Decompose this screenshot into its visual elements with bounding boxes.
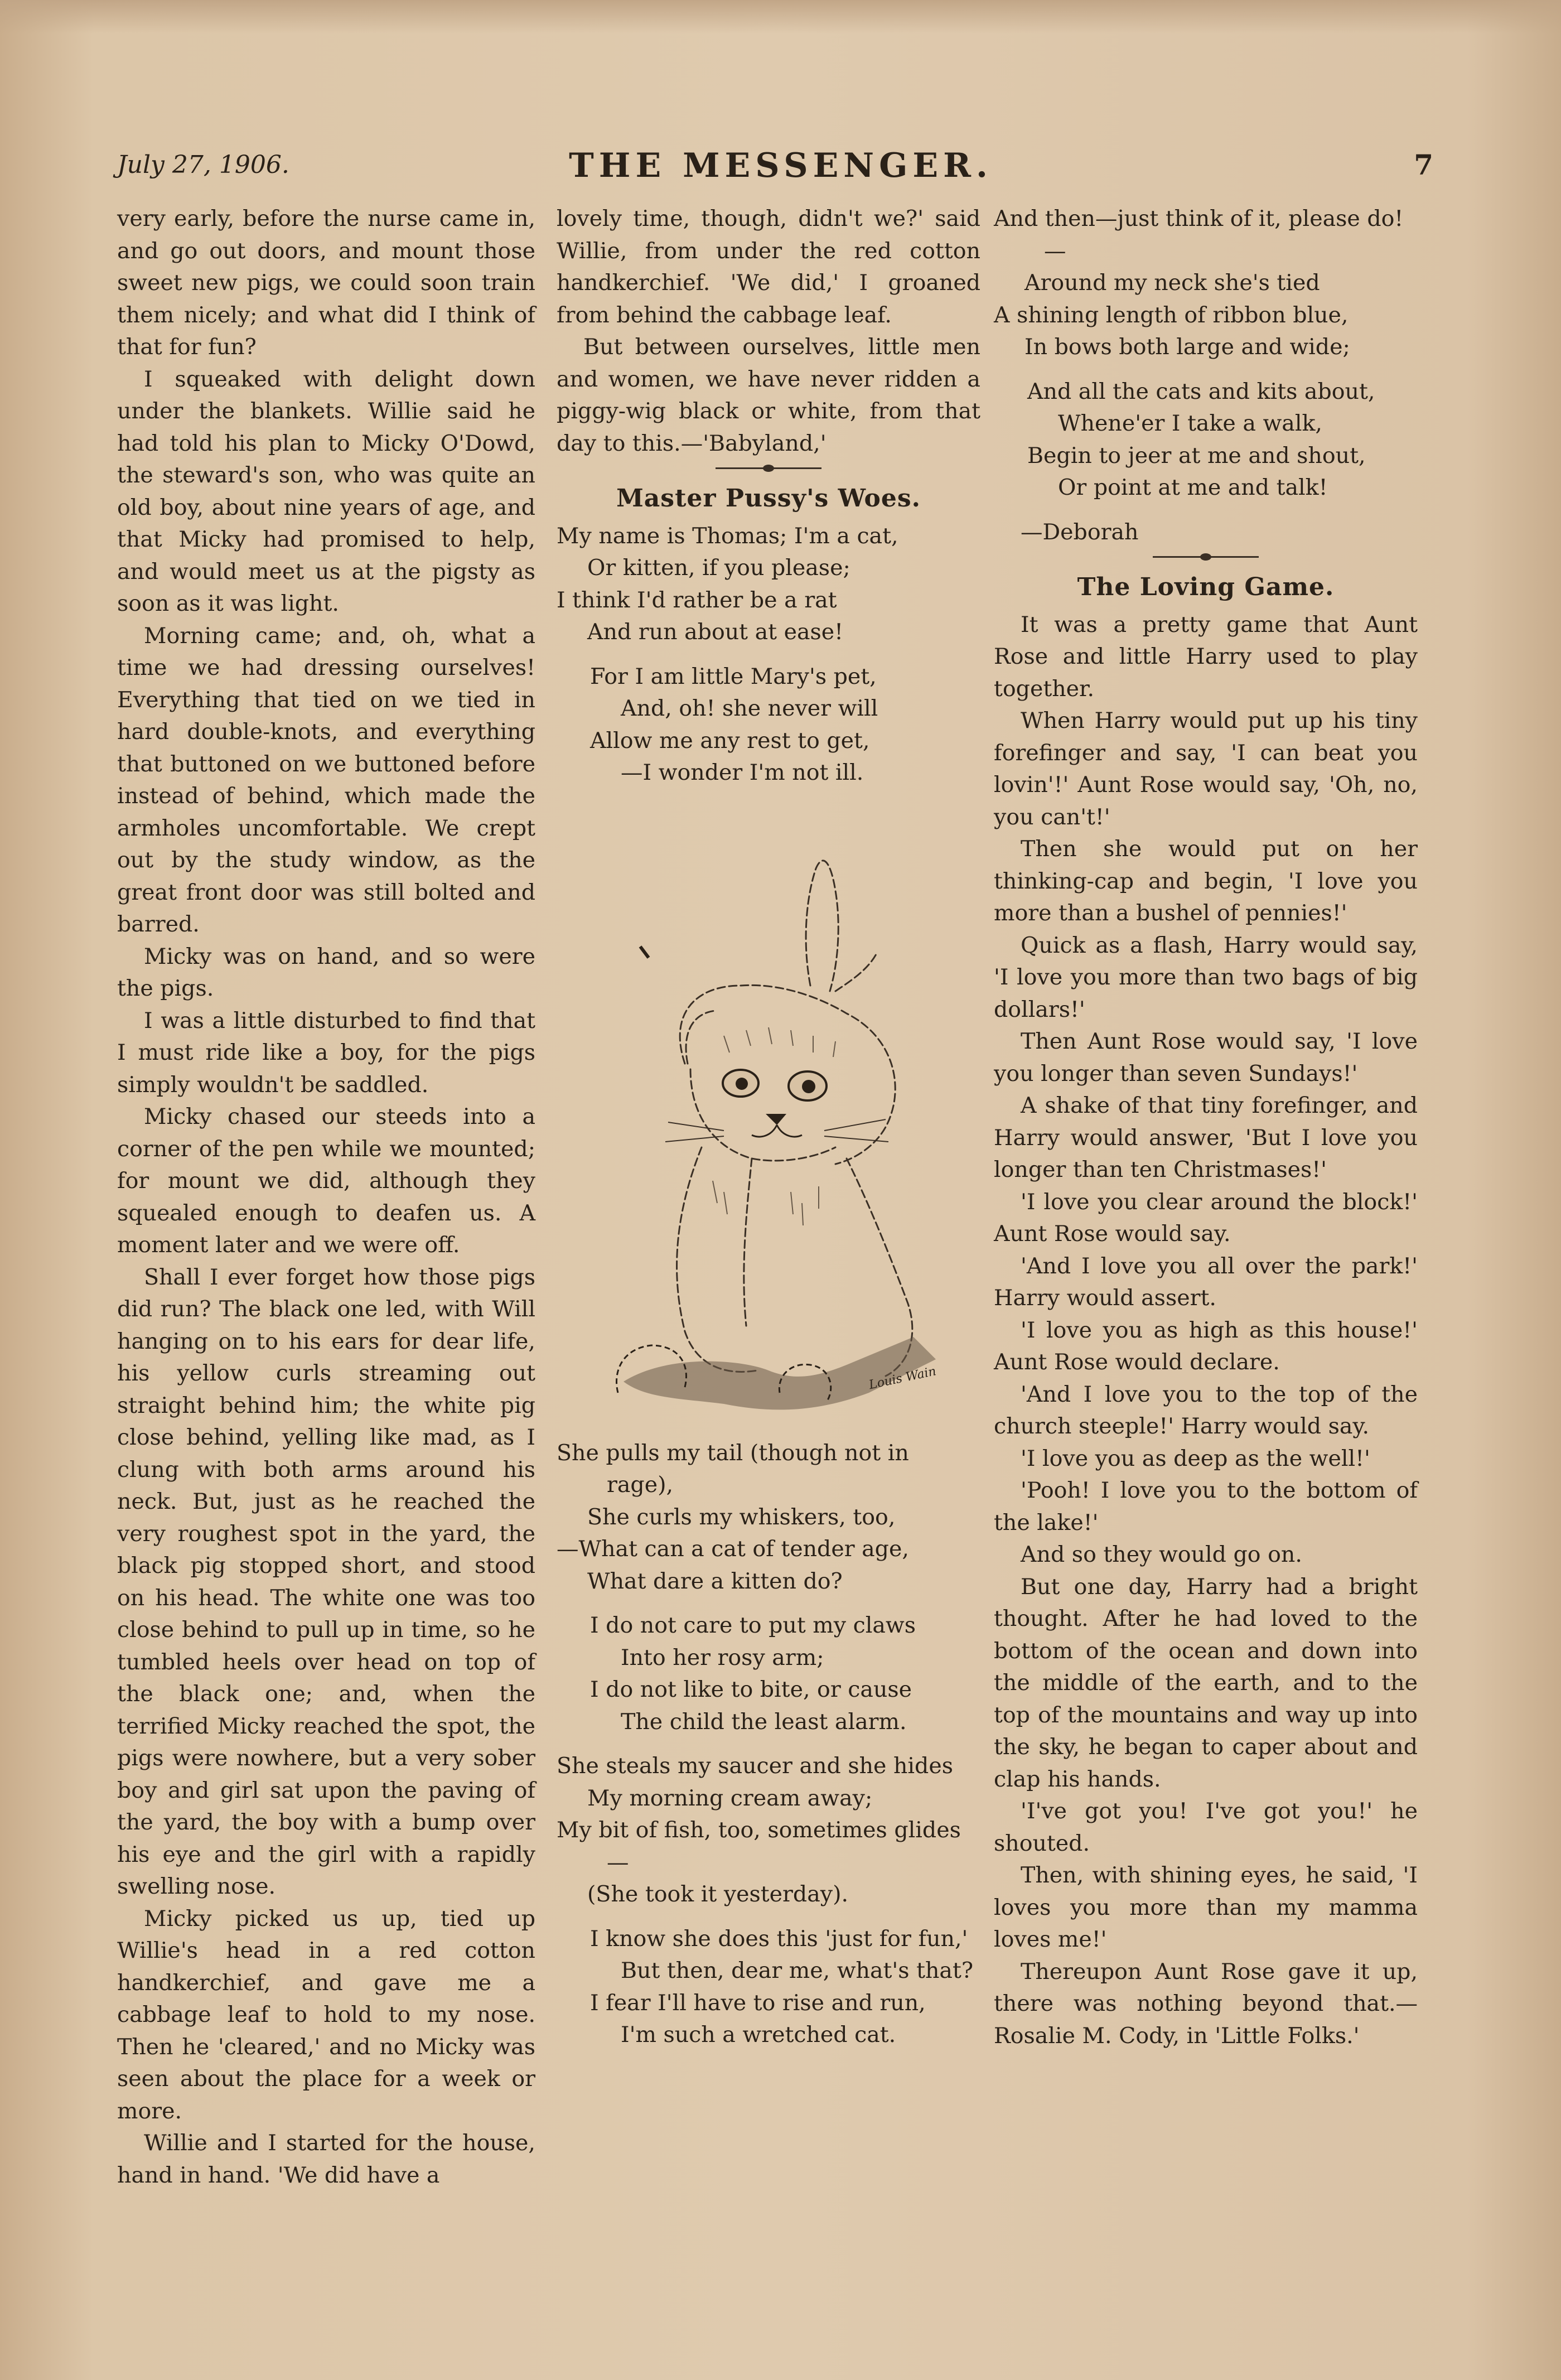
poem-line: Around my neck she's tied xyxy=(1024,270,1320,296)
poem-line: Into her rosy arm; xyxy=(621,1644,824,1671)
poem-line: My morning cream away; xyxy=(587,1785,873,1811)
paragraph: 'And I love you to the top of the church steeple!' Harry would say. xyxy=(994,1381,1418,1439)
poem-line: I'm such a wretched cat. xyxy=(621,2022,896,2048)
paragraph: Micky was on hand, and so were the pigs. xyxy=(117,943,535,1001)
paragraph: Micky picked us up, tied up Willie's head in a red cotton handkerchief, and gave me a cabbage leaf to hold to my nose. Then he 'cleared,' and no Micky was seen about the place for a week or more. xyxy=(117,1905,535,2124)
paragraph: I squeaked with delight down under the blankets. Willie said he had told his plan to Micky O'Dowd, the steward's son, who was quite an old boy, about nine years of age, and that Micky had promised to help, and would meet us at the pigsty as soon as it was light. xyxy=(117,366,535,616)
poem-stanza xyxy=(557,1437,980,1598)
poem-line: And run about at ease! xyxy=(587,619,844,645)
paragraph: Then she would put on her thinking-cap and begin, 'I love you more than a bushel of pennies!' xyxy=(994,836,1418,926)
poem-line: For I am little Mary's pet, xyxy=(590,663,877,689)
column-2 xyxy=(557,203,980,2064)
poem-stanza xyxy=(557,1750,980,1911)
paragraph: When Harry would put up his tiny forefinger and say, 'I can beat you lovin'!' Aunt Rose would say, 'Oh, no, you can't!' xyxy=(994,708,1418,830)
paragraph: Morning came; and, oh, what a time we had dressing ourselves! Everything that tied on we tied in hard double-knots, and everything that buttoned on we buttoned before instead of behind, which made the armholes uncomfortable. We crept out by the study window, as the great front door was still bolted and barred. xyxy=(117,622,535,937)
paragraph: 'And I love you all over the park!' Harry would assert. xyxy=(994,1253,1418,1311)
poem-stanza xyxy=(557,661,980,789)
paragraph: lovely time, though, didn't we?' said Willie, from under the red cotton handkerchief. 'We did,' I groaned from behind the cabbage leaf. xyxy=(557,206,980,328)
poem-stanza xyxy=(557,520,980,649)
poem-line: Begin to jeer at me and shout, xyxy=(1027,442,1366,469)
poem-line: In bows both large and wide; xyxy=(1024,334,1350,360)
paragraph: A shake of that tiny forefinger, and Harry would answer, 'But I love you longer than ten Christmases!' xyxy=(994,1093,1418,1182)
poem-line: And then—just think of it, please do!— xyxy=(994,206,1404,264)
paragraph: 'Pooh! I love you to the bottom of the lake!' xyxy=(994,1478,1418,1536)
poem-line: And, oh! she never will xyxy=(621,696,878,721)
poem-line: Or kitten, if you please; xyxy=(587,555,850,581)
paragraph: 'I've got you! I've got you!' he shouted. xyxy=(994,1798,1418,1856)
paragraph: 'I love you as deep as the well!' xyxy=(1021,1445,1370,1471)
paragraph: Willie and I started for the house, hand in hand. 'We did have a xyxy=(117,2130,535,2188)
poem-stanza xyxy=(557,1923,980,2051)
poem-stanza xyxy=(994,203,1418,364)
paragraph: I was a little disturbed to find that I must ride like a boy, for the pigs simply wouldn't be saddled. xyxy=(117,1007,535,1098)
section-divider xyxy=(716,467,821,469)
column-1 xyxy=(117,203,535,2191)
paragraph: Then, with shining eyes, he said, 'I loves you more than my mamma loves me!' xyxy=(994,1862,1418,1952)
page-number: 7 xyxy=(1414,148,1433,181)
poem-line: And all the cats and kits about, xyxy=(1027,378,1375,404)
poem-line: I know she does this 'just for fun,' xyxy=(590,1925,968,1952)
poem-line: She pulls my tail (though not in rage), xyxy=(557,1440,909,1498)
section-divider xyxy=(1153,556,1259,558)
poem-line: I do not care to put my claws xyxy=(590,1613,916,1638)
poem-line: I think I'd rather be a rat xyxy=(557,587,837,613)
paragraph: very early, before the nurse came in, and go out doors, and mount those sweet new pigs, we could soon train them nicely; and what did I think of that for fun? xyxy=(117,206,535,360)
poem-attribution: —Deborah xyxy=(1021,519,1139,545)
paragraph: Then Aunt Rose would say, 'I love you longer than seven Sundays!' xyxy=(994,1029,1418,1087)
poem-line: —I wonder I'm not ill. xyxy=(621,760,864,785)
poem-line: What dare a kitten do? xyxy=(587,1568,843,1594)
paragraph: Micky chased our steeds into a corner of the pen while we mounted; for mount we did, although they squealed enough to deafen us. A moment later and we were off. xyxy=(117,1104,535,1258)
poem-stanza xyxy=(994,376,1418,504)
poem-line: My name is Thomas; I'm a cat, xyxy=(557,523,898,549)
poem-line: —What can a cat of tender age, xyxy=(557,1536,909,1562)
paragraph: And so they would go on. xyxy=(1021,1542,1302,1567)
poem-line: But then, dear me, what's that? xyxy=(621,1958,973,1983)
masthead-title: THE MESSENGER. xyxy=(569,146,993,185)
poem-line: Or point at me and talk! xyxy=(1058,475,1328,500)
poem-title: Master Pussy's Woes. xyxy=(616,484,921,513)
paragraph: But between ourselves, little men and women, we have never ridden a piggy-wig black or white, from that day to this.—'Babyland,' xyxy=(557,334,980,456)
poem-line: Allow me any rest to get, xyxy=(590,727,870,754)
paragraph: But one day, Harry had a bright thought. After he had loved to the bottom of the ocean and down into the middle of the earth, and to the top of the mountains and way up into the sky, he began to caper about and clap his hands. xyxy=(994,1573,1418,1792)
illustrator-signature: Louis Wain xyxy=(867,1364,937,1392)
paragraph: 'I love you clear around the block!' Aunt Rose would say. xyxy=(994,1189,1418,1247)
kitten-illustration xyxy=(557,802,969,1426)
paragraph: Shall I ever forget how those pigs did run? The black one led, with Will hanging on to his ears for dear life, his yellow curls streaming out straight behind him; the white pig close behind, yelling like mad, as I clung with both arms around his neck. But, just as he reached the very roughest spot in the yard, the black pig stopped short, and stood on his head. The white one was too close behind to pull up in time, so he tumbled heels over head on top of the black one; and, when the terrified Micky reached the spot, the pigs were nowhere, but a very sober boy and girl sat upon the paving of the yard, the boy with a bump over his eye and the girl with a rapidly swelling nose. xyxy=(117,1264,535,1899)
poem-line: Whene'er I take a walk, xyxy=(1058,411,1322,436)
poem-line: I do not like to bite, or cause xyxy=(590,1677,912,1702)
poem-line: A shining length of ribbon blue, xyxy=(994,302,1349,328)
paragraph: 'I love you as high as this house!' Aunt Rose would declare. xyxy=(994,1317,1418,1375)
poem-line: She curls my whiskers, too, xyxy=(587,1504,896,1530)
story-title: The Loving Game. xyxy=(1077,573,1335,601)
paragraph: It was a pretty game that Aunt Rose and little Harry used to play together. xyxy=(994,611,1418,702)
poem-line: (She took it yesterday). xyxy=(587,1881,849,1907)
poem-line: I fear I'll have to rise and run, xyxy=(590,1990,926,2016)
column-3 xyxy=(994,203,1418,2052)
poem-line: The child the least alarm. xyxy=(621,1708,907,1735)
paragraph: Thereupon Aunt Rose gave it up, there was nothing beyond that.—Rosalie M. Cody, in 'Little Folks.' xyxy=(994,1958,1418,2049)
poem-stanza xyxy=(557,1610,980,1738)
poem-line: My bit of fish, too, sometimes glides— xyxy=(557,1817,961,1875)
paragraph: Quick as a flash, Harry would say, 'I love you more than two bags of big dollars!' xyxy=(994,932,1418,1022)
page-header xyxy=(117,146,1444,191)
issue-date: July 27, 1906. xyxy=(117,151,289,179)
poem-line: She steals my saucer and she hides xyxy=(557,1753,953,1779)
